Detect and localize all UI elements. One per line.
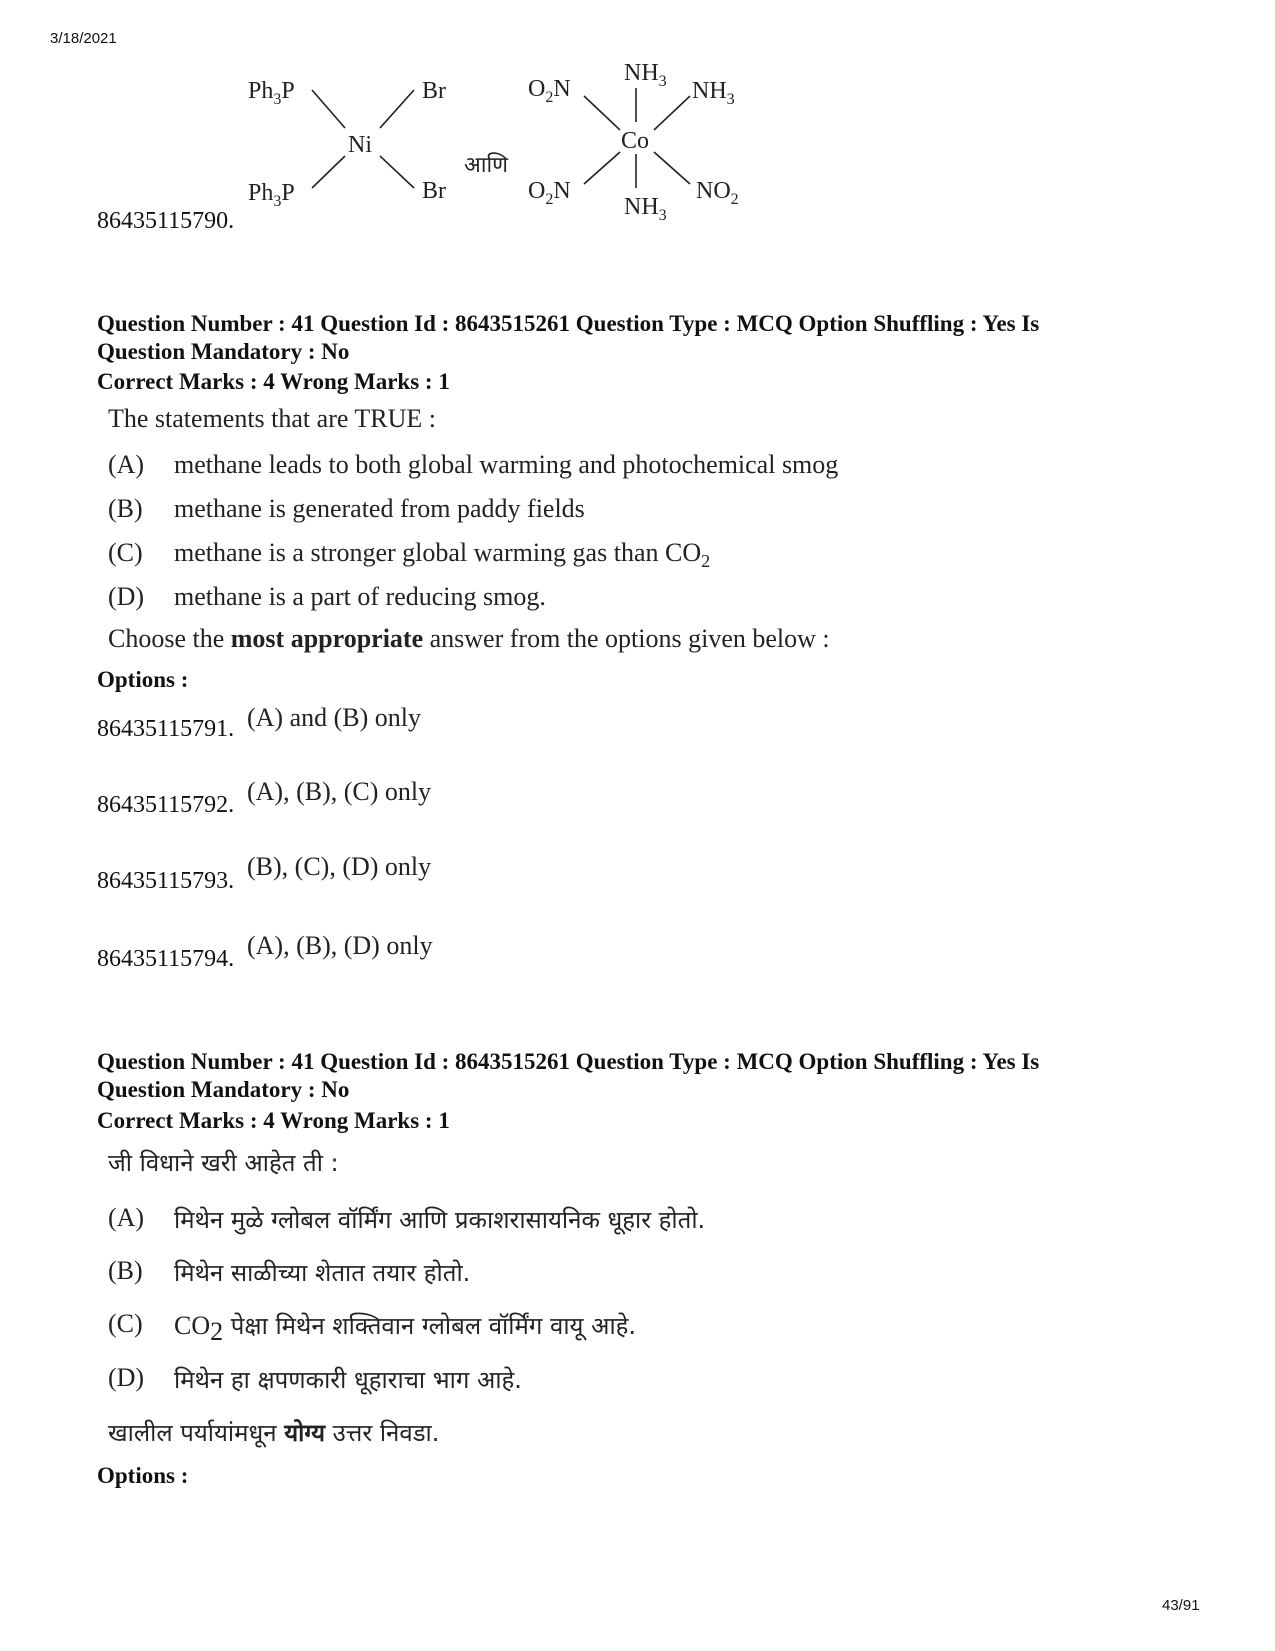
statement-text: methane leads to both global warming and photochemical smog — [174, 450, 839, 479]
statement-text: मिथेन साळीच्या शेतात तयार होतो. — [174, 1259, 471, 1287]
statement-label: (B) — [108, 494, 143, 523]
ni-complex — [248, 78, 446, 210]
statement-text: मिथेन हा क्षपणकारी धूहाराचा भाग आहे. — [174, 1366, 522, 1394]
subscript: 2 — [210, 1316, 224, 1346]
instruction-mr — [108, 1416, 439, 1449]
complex-structures-figure — [240, 60, 770, 230]
ni-ligand-bl: $Ph_3P$ — [248, 180, 295, 210]
options-label-en: Options : — [97, 667, 189, 692]
print-date: 3/18/2021 — [50, 30, 117, 47]
instruction-pre: खालील पर्यायांमधून — [108, 1419, 285, 1447]
question-header-line2: Question Mandatory : No — [97, 1077, 350, 1102]
question-header-mr — [97, 1048, 1039, 1104]
option-id: 86435115793. — [97, 868, 235, 894]
option-text[interactable]: (A), (B), (D) only — [247, 931, 433, 960]
statement-c-text: methane is a stronger global warming gas than CO — [174, 538, 702, 567]
statement-c-text: पेक्षा मिथेन शक्तिवान ग्लोबल वॉर्मिंग वायू आहे. — [223, 1312, 636, 1340]
ni-ligand-tl: $Ph_3P$ — [248, 78, 295, 108]
statement-label: (B) — [108, 1256, 143, 1285]
instruction-pre: Choose the — [108, 624, 231, 653]
co-ligand-tl: $O_2N$ — [528, 76, 571, 106]
statement-label: (C) — [108, 538, 143, 567]
option-id: 86435115792. — [97, 792, 235, 818]
statement-text — [174, 538, 710, 572]
option-id: 86435115794. — [97, 946, 235, 972]
option-text[interactable]: (B), (C), (D) only — [247, 852, 432, 881]
co-ligand-bl: $O_2N$ — [528, 178, 571, 208]
co-ligand-top: $NH_3$ — [624, 60, 667, 90]
conjunction-text: आणि — [464, 153, 509, 178]
question-header-en — [97, 310, 1039, 366]
marks-mr: Correct Marks : 4 Wrong Marks : 1 — [97, 1108, 450, 1133]
option-id: 86435115791. — [97, 716, 235, 742]
option-text[interactable]: (A) and (B) only — [247, 703, 422, 732]
statement-label: (C) — [108, 1309, 143, 1338]
ni-ligand-br: Br — [422, 178, 446, 204]
statement-text: methane is generated from paddy fields — [174, 494, 585, 523]
statement-text — [174, 1309, 636, 1347]
ni-ligand-tr: Br — [422, 78, 446, 104]
co-ligand-tr: $NH_3$ — [692, 78, 735, 108]
statement-text: मिथेन मुळे ग्लोबल वॉर्मिंग आणि प्रकाशरासायनिक धूहार होतो. — [174, 1206, 706, 1234]
question-intro-en: The statements that are TRUE : — [108, 404, 437, 433]
marks-en: Correct Marks : 4 Wrong Marks : 1 — [97, 369, 450, 394]
co-ligand-bottom: $NH_3$ — [624, 194, 667, 224]
option-text[interactable]: (A), (B), (C) only — [247, 777, 432, 806]
co2-text: CO — [174, 1311, 211, 1340]
instruction-post: answer from the options given below : — [423, 624, 830, 653]
statement-label: (A) — [108, 450, 145, 479]
instruction-bold: most appropriate — [230, 624, 424, 653]
instruction-en — [108, 624, 830, 654]
instruction-post: उत्तर निवडा. — [325, 1419, 440, 1447]
co-complex — [528, 60, 739, 224]
co-center: Co — [621, 128, 650, 154]
question-header-line1: Question Number : 41 Question Id : 8643515261 Question Type : MCQ Option Shuffling : Yes Is — [97, 311, 1040, 336]
ni-center: Ni — [348, 132, 372, 158]
question-header-line1: Question Number : 41 Question Id : 8643515261 Question Type : MCQ Option Shuffling : Yes Is — [97, 1049, 1040, 1074]
statement-label: (D) — [108, 582, 145, 611]
option-id-prev: 86435115790. — [97, 208, 235, 234]
question-intro-mr: जी विधाने खरी आहेत ती : — [108, 1149, 339, 1177]
question-header-line2: Question Mandatory : No — [97, 339, 350, 364]
statement-label: (A) — [108, 1203, 145, 1232]
statement-text: methane is a part of reducing smog. — [174, 582, 546, 611]
instruction-bold: योग्य — [284, 1419, 326, 1447]
options-label-mr: Options : — [97, 1463, 189, 1488]
page-number: 43/91 — [1162, 1597, 1200, 1614]
subscript: 2 — [701, 551, 711, 572]
statement-label: (D) — [108, 1363, 145, 1392]
co-ligand-br: $NO_2$ — [696, 178, 739, 208]
